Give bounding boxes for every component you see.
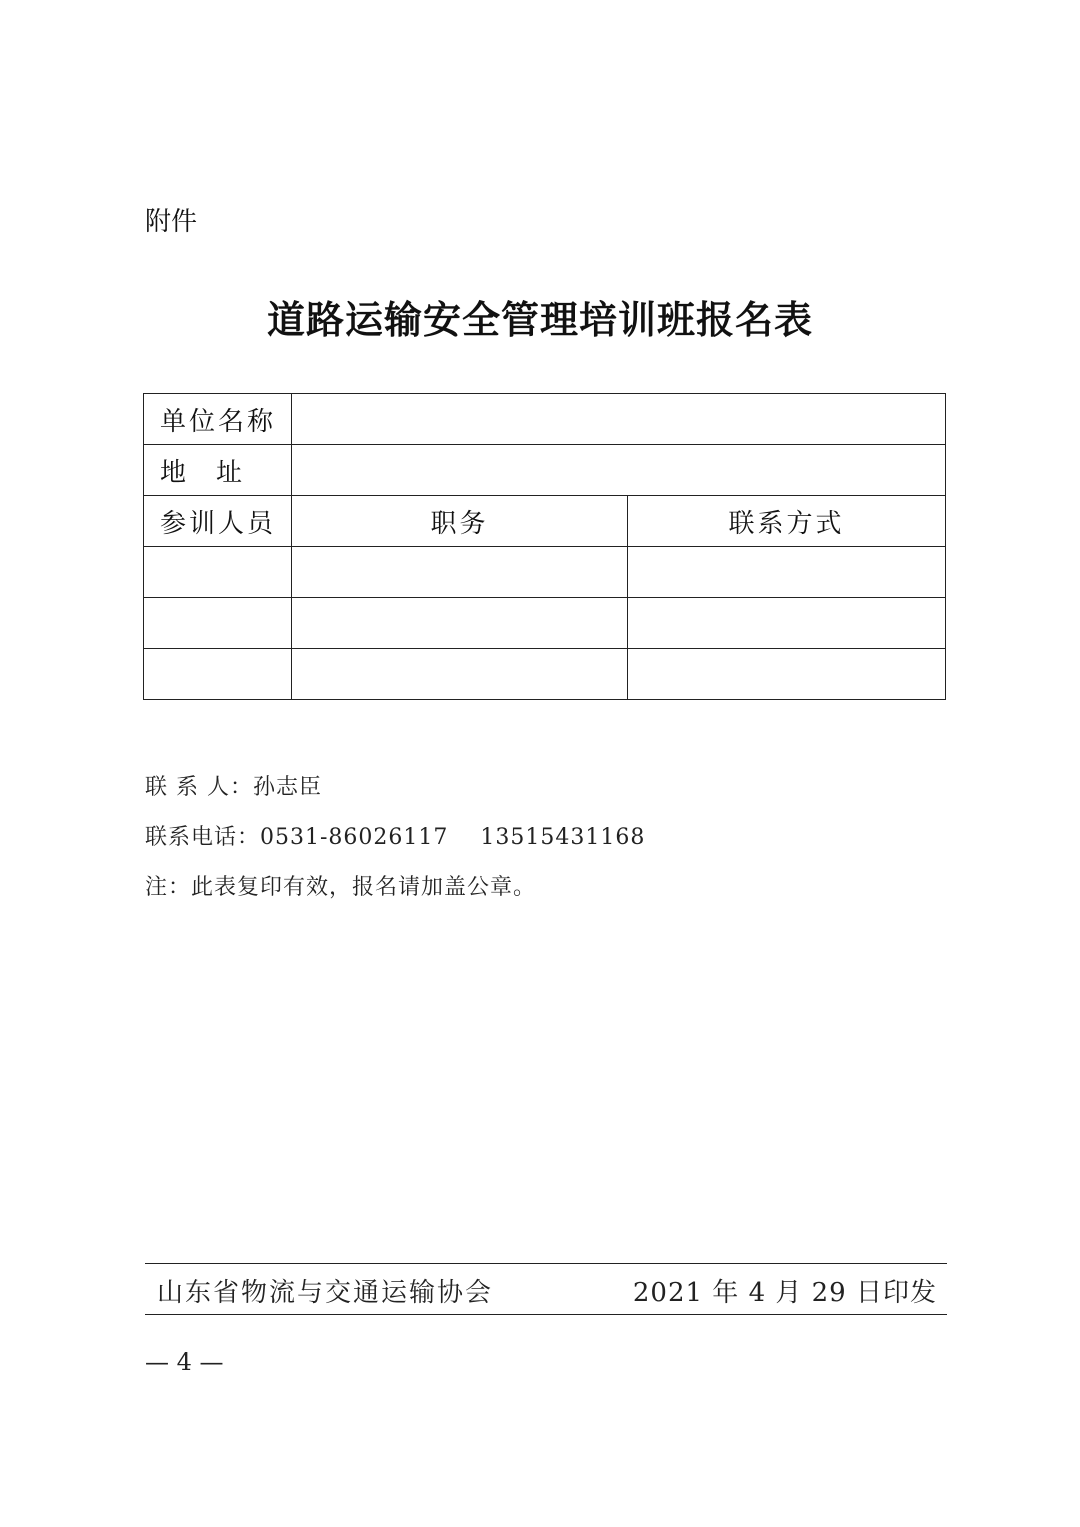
header-row xyxy=(144,496,946,547)
attendee-row xyxy=(144,598,946,649)
footer-row xyxy=(145,1272,947,1314)
form-title: 道路运输安全管理培训班报名表 xyxy=(266,297,813,342)
notes-block xyxy=(145,766,645,916)
address-field[interactable] xyxy=(292,445,946,496)
address-row xyxy=(144,445,946,496)
remark-line: 注：此表复印有效，报名请加盖公章。 xyxy=(145,875,537,900)
address-label-spread xyxy=(160,452,272,489)
attendee-contact-cell[interactable] xyxy=(628,649,946,700)
attendee-row xyxy=(144,547,946,598)
attendee-position-cell[interactable] xyxy=(292,547,628,598)
issue-date: 2021 年 4 月 29 日印发 xyxy=(632,1278,937,1308)
address-label-char-1: 地 xyxy=(160,457,190,488)
attendee-row xyxy=(144,649,946,700)
address-label-char-2: 址 xyxy=(216,457,246,488)
unit-name-label: 单位名称 xyxy=(144,394,292,445)
contact-header: 联系方式 xyxy=(628,496,946,547)
unit-name-field[interactable] xyxy=(292,394,946,445)
attendee-name-cell[interactable] xyxy=(144,649,292,700)
issuer-name: 山东省物流与交通运输协会 xyxy=(157,1278,494,1308)
unit-name-row xyxy=(144,394,946,445)
attendee-name-cell[interactable] xyxy=(144,547,292,598)
contact-person-line: 联 系 人：孙志臣 xyxy=(145,775,322,800)
phone-line: 联系电话：0531-86026117 13515431168 xyxy=(145,825,646,850)
attendee-name-cell[interactable] xyxy=(144,598,292,649)
footer-bottom-rule xyxy=(145,1314,947,1315)
attendee-contact-cell[interactable] xyxy=(628,598,946,649)
attendee-contact-cell[interactable] xyxy=(628,547,946,598)
page-number: — 4 — xyxy=(145,1348,224,1376)
footer-top-rule xyxy=(145,1263,947,1264)
attendee-position-cell[interactable] xyxy=(292,649,628,700)
attendee-position-cell[interactable] xyxy=(292,598,628,649)
attendee-header: 参训人员 xyxy=(144,496,292,547)
attachment-label: 附件 xyxy=(145,207,198,237)
registration-form-table xyxy=(143,393,946,700)
address-label-cell xyxy=(144,445,292,496)
position-header: 职务 xyxy=(292,496,628,547)
